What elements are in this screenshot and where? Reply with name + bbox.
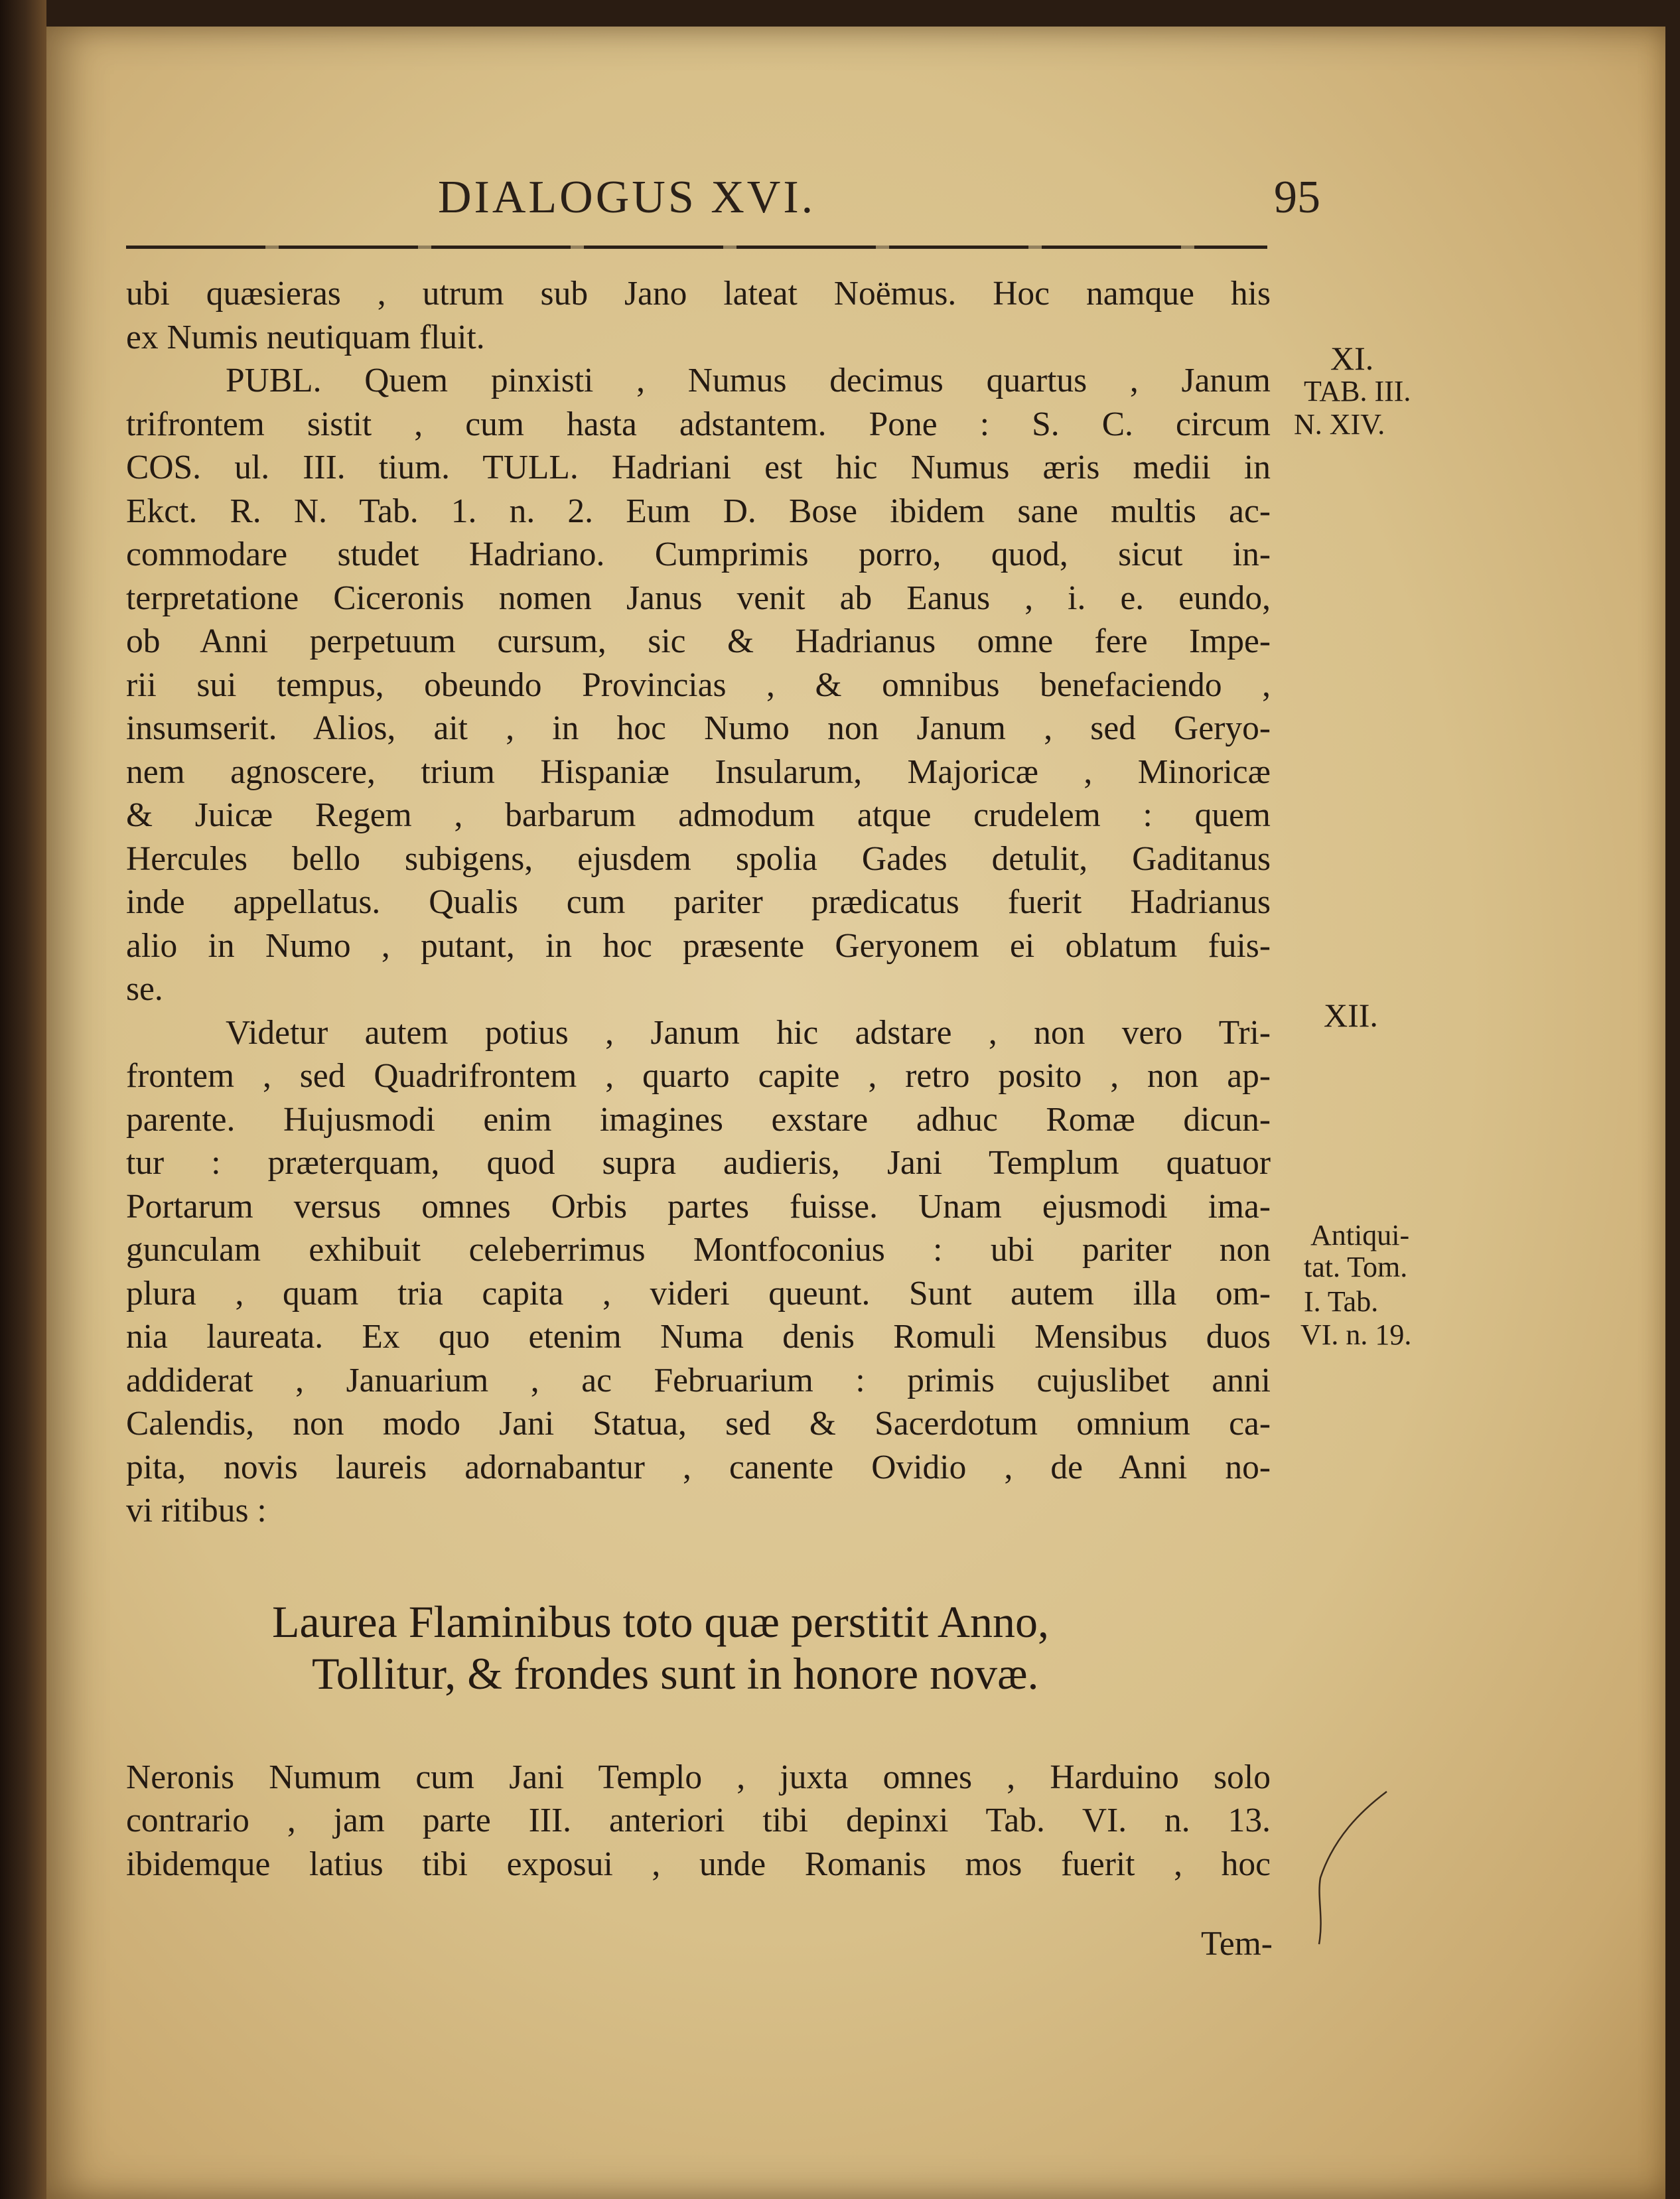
margin-note-tab-iii: TAB. III.	[1304, 375, 1411, 407]
verse-line: Laurea Flaminibus toto quæ perstitit Anno,	[272, 1596, 1050, 1647]
margin-note-tom: tat. Tom.	[1304, 1251, 1408, 1283]
text-line: Ekct. R. N. Tab. 1. n. 2. Eum D. Bose ibidem sane multis ac-	[126, 492, 1271, 530]
text-line: commodare studet Hadriano. Cumprimis porro, quod, sicut in-	[126, 535, 1271, 573]
text-line: plura , quam tria capita , videri queunt. Sunt autem illa om-	[126, 1274, 1271, 1312]
paragraph	[126, 359, 1271, 1011]
text-line: ibidemque latius tibi exposui , unde Romanis mos fuerit , hoc	[126, 1845, 1271, 1883]
text-line: ex Numis neutiquam fluit.	[126, 318, 485, 356]
text-line: inde appellatus. Qualis cum pariter prædicatus fuerit Hadrianus	[126, 883, 1271, 921]
catchword: Tem-	[1201, 1925, 1273, 1963]
text-line: nem agnoscere, trium Hispaniæ Insularum, Majoricæ , Minoricæ	[126, 752, 1271, 791]
paragraph	[126, 272, 1271, 359]
text-line: ubi quæsieras , utrum sub Jano lateat Noëmus. Hoc namque his	[126, 275, 1271, 313]
text-line: PUBL. Quem pinxisti , Numus decimus quartus , Janum	[226, 362, 1271, 399]
pencil-stroke-mark	[1314, 1785, 1393, 1957]
text-line: addiderat , Januarium , ac Februarium : primis cujuslibet anni	[126, 1361, 1271, 1399]
margin-note-antiquitat: Antiqui-	[1310, 1219, 1410, 1251]
text-line: tur : præterquam, quod supra audieris, Jani Templum quatuor	[126, 1144, 1271, 1182]
text-line: Calendis, non modo Jani Statua, sed & Sacerdotum omnium ca-	[126, 1405, 1271, 1443]
header-rule	[126, 246, 1267, 249]
text-line: alio in Numo , putant, in hoc præsente Geryonem ei oblatum fuis-	[126, 926, 1271, 965]
margin-note-section-xi: XI.	[1330, 340, 1374, 377]
text-line: Neronis Numum cum Jani Templo , juxta omnes , Harduino solo	[126, 1758, 1271, 1796]
text-line: Hercules bello subigens, ejusdem spolia Gades detulit, Gaditanus	[126, 839, 1271, 878]
margin-note-n-xiv: N. XIV.	[1294, 408, 1385, 441]
text-line: contrario , jam parte III. anteriori tibi depinxi Tab. VI. n. 13.	[126, 1802, 1271, 1839]
paragraph	[126, 1756, 1271, 1886]
text-line: trifrontem sistit , cum hasta adstantem. Pone : S. C. circum	[126, 405, 1271, 443]
text-line: gunculam exhibuit celeberrimus Montfoconius : ubi pariter non	[126, 1231, 1271, 1269]
verse-quote	[126, 1596, 1271, 1699]
margin-note-tab: I. Tab.	[1304, 1285, 1379, 1318]
text-line: & Juicæ Regem , barbarum admodum atque crudelem : quem	[126, 796, 1271, 834]
text-line: vi ritibus :	[126, 1492, 267, 1529]
book-binding	[0, 0, 46, 2199]
margin-note-section-xii: XII.	[1324, 997, 1378, 1034]
text-line: parente. Hujusmodi enim imagines exstare adhuc Romæ dicun-	[126, 1100, 1271, 1139]
text-line: Portarum versus omnes Orbis partes fuisse. Unam ejusmodi ima-	[126, 1187, 1271, 1226]
running-title: DIALOGUS XVI.	[438, 172, 816, 223]
text-line: terpretatione Ciceronis nomen Janus venit ab Eanus , i. e. eundo,	[126, 579, 1271, 617]
book-page	[46, 27, 1665, 2199]
text-line: COS. ul. III. tium. TULL. Hadriani est hic Numus æris medii in	[126, 449, 1271, 486]
text-line: pita, novis laureis adornabantur , canente Ovidio , de Anni no-	[126, 1448, 1271, 1486]
text-line: frontem , sed Quadrifrontem , quarto capite , retro posito , non ap-	[126, 1057, 1271, 1095]
body-text	[126, 272, 1271, 1886]
text-line: Videtur autem potius , Janum hic adstare , non vero Tri-	[226, 1013, 1271, 1052]
text-line: ob Anni perpetuum cursum, sic & Hadrianus omne fere Impe-	[126, 622, 1271, 660]
text-line: rii sui tempus, obeundo Provincias , & omnibus benefaciendo ,	[126, 666, 1271, 704]
page-number: 95	[1274, 172, 1320, 223]
margin-note-number: VI. n. 19.	[1300, 1318, 1412, 1351]
verse-line: Tollitur, & frondes sunt in honore novæ.	[312, 1648, 1039, 1699]
text-line: nia laureata. Ex quo etenim Numa denis Romuli Mensibus duos	[126, 1318, 1271, 1356]
paragraph	[126, 1011, 1271, 1533]
text-line: se.	[126, 970, 163, 1008]
text-line: insumserit. Alios, ait , in hoc Numo non Janum , sed Geryo-	[126, 709, 1271, 747]
page-header	[46, 171, 1665, 231]
